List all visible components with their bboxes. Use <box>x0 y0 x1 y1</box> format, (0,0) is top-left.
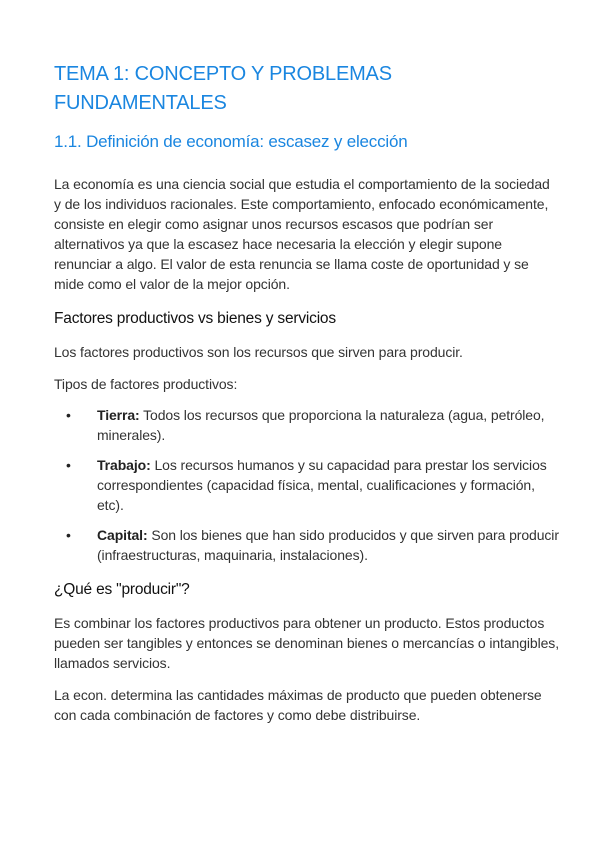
producir-paragraph-2: La econ. determina las cantidades máximas de producto que pueden obtenerse con cada combinación de factores y como debe distribuirse. <box>54 687 542 723</box>
list-item <box>54 455 560 515</box>
bullet-icon: • <box>66 527 71 543</box>
list-item-term: Capital: <box>97 527 148 543</box>
document-title: TEMA 1: CONCEPTO Y PROBLEMAS FUNDAMENTALES <box>54 63 392 114</box>
list-item-description: Los recursos humanos y su capacidad para prestar los servicios correspondientes (capacidad física, mental, cualificaciones y formación, etc). <box>97 457 547 513</box>
section-title: 1.1. Definición de economía: escasez y elección <box>54 132 408 151</box>
intro-paragraph: La economía es una ciencia social que estudia el comportamiento de la sociedad y de los individuos racionales. Este comportamiento, enfocado económicamente, consiste en elegir como asignar unos recursos escasos que podrían ser alternativos ya que la escasez hace necesaria la elección y elegir supone renunciar a algo. El valor de esta renuncia se llama coste de oportunidad y se mide como el valor de la mejor opción. <box>54 176 550 292</box>
factors-list <box>54 405 560 565</box>
list-item <box>54 525 560 565</box>
factors-intro: Los factores productivos son los recursos que sirven para producir. <box>54 344 463 360</box>
list-item-description: Todos los recursos que proporciona la naturaleza (agua, petróleo, minerales). <box>97 407 545 443</box>
bullet-icon: • <box>66 457 71 473</box>
factors-heading: Factores productivos vs bienes y servicios <box>54 310 336 327</box>
list-item-term: Trabajo: <box>97 457 151 473</box>
list-item-description: Son los bienes que han sido producidos y que sirven para producir (infraestructuras, maquinaria, instalaciones). <box>97 527 559 563</box>
bullet-icon: • <box>66 407 71 423</box>
factors-types-label: Tipos de factores productivos: <box>54 376 238 392</box>
list-item-term: Tierra: <box>97 407 140 423</box>
producir-heading: ¿Qué es "producir"? <box>54 581 190 598</box>
list-item <box>54 405 560 445</box>
producir-paragraph-1: Es combinar los factores productivos para obtener un producto. Estos productos pueden ser tangibles y entonces se denominan bienes o mercancías o intangibles, llamados servicios. <box>54 615 559 671</box>
